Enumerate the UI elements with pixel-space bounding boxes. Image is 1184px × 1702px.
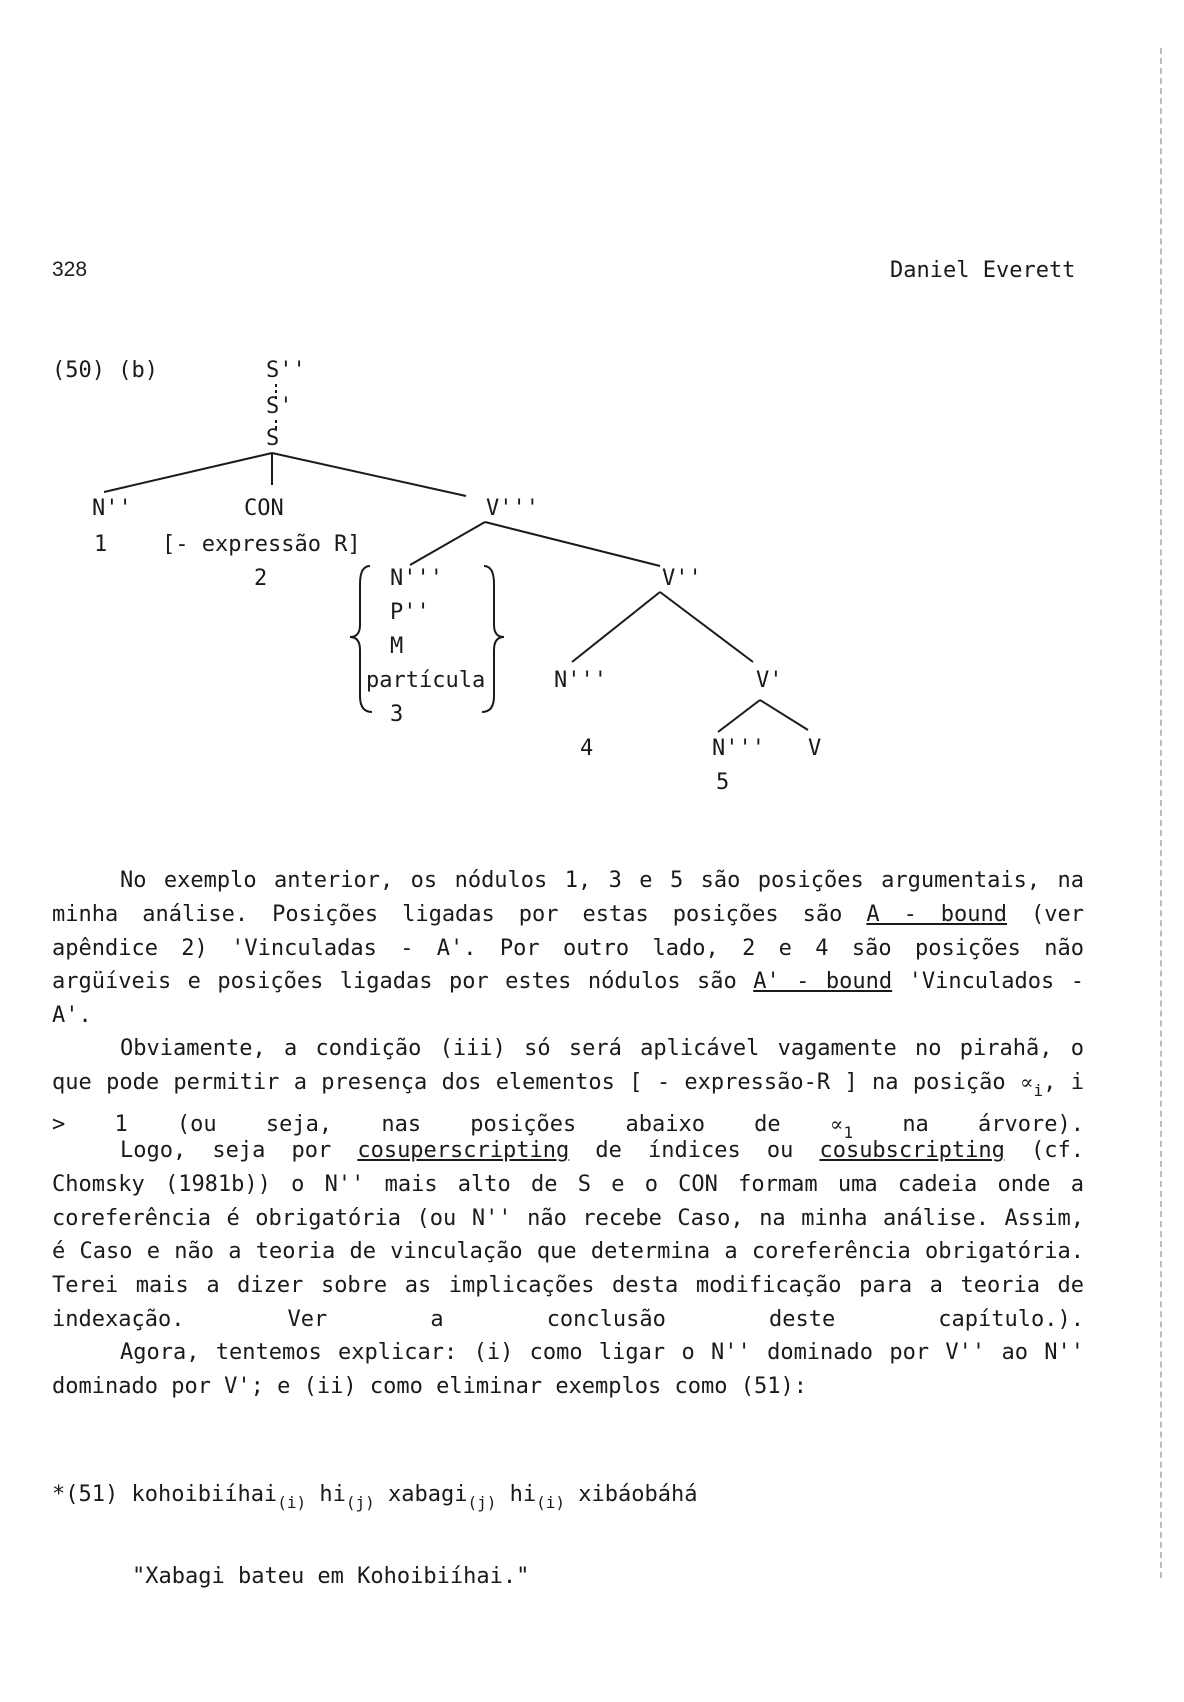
brace-item-n: N''': [390, 566, 443, 591]
example-51: [52, 1482, 698, 1512]
p3-text-a: Logo, seja por: [120, 1138, 358, 1163]
index-j-2: (j): [467, 1493, 497, 1512]
alpha-symbol-1: ∝: [829, 1111, 844, 1136]
alpha-subscript-i: i: [1033, 1080, 1044, 1100]
paragraph-3: [52, 1134, 1084, 1337]
right-curly-brace: [482, 566, 504, 712]
p4-text: Agora, tentemos explicar: (i) como ligar o N'' dominado por V'' ao N'' dominado por V'; e (ii) como eliminar exemplos como (51):: [52, 1340, 1084, 1399]
word-xabagi: xabagi: [388, 1482, 468, 1507]
branch-v1-n3b: [718, 700, 760, 732]
term-a-prime-bound: A' - bound: [753, 969, 893, 995]
brace-item-p: P'': [390, 600, 430, 625]
tree-branches: [0, 0, 1184, 820]
branch-s-v3: [272, 453, 466, 496]
term-cosuperscripting: cosuperscripting: [357, 1138, 570, 1163]
node-index-1: 1: [94, 532, 108, 557]
alpha-subscript-1: 1: [843, 1122, 854, 1142]
p2-text-c: na árvore).: [853, 1111, 1084, 1137]
example-51-prefix: *(51): [52, 1482, 119, 1507]
node-n-double-bar: N'': [92, 496, 132, 521]
branch-v3-v2: [485, 522, 660, 566]
word-hi-2: hi: [509, 1482, 537, 1507]
word-hi-1: hi: [319, 1482, 346, 1507]
branch-s-n: [104, 453, 272, 492]
term-cosubscripting: cosubscripting: [819, 1138, 1005, 1163]
p3-text-c: (cf. Chomsky (1981b)) o N'' mais alto de S e o CON formam uma cadeia onde a coreferência é obrigatória (ou N'' não recebe Caso, na minha análise. Assim, é Caso e não a teoria de vinculação que determina a coreferência obrigatória. Terei mais a dizer sobre as implicações desta modificação para a teoria de indexação. Ver a conclusão deste capítulo.).: [52, 1138, 1084, 1332]
alpha-symbol-i: ∝: [1019, 1069, 1034, 1094]
word-kohoibiihai: kohoibiíhai: [131, 1482, 278, 1507]
brace-item-particula: partícula: [366, 668, 486, 693]
paragraph-4: [52, 1336, 1084, 1404]
paragraph-1: [52, 864, 1084, 1033]
running-author: Daniel Everett: [890, 258, 1076, 283]
node-con: CON: [244, 496, 284, 521]
index-j-1: (j): [345, 1493, 375, 1512]
branch-v1-v: [760, 700, 808, 730]
word-xibaobaha: xibáobáhá: [578, 1482, 698, 1507]
branch-v2-v1: [660, 592, 753, 662]
node-v-double-bar: V'': [662, 566, 702, 591]
node-index-3: 3: [390, 702, 404, 727]
brace-item-m: M: [390, 634, 404, 659]
node-s-double-bar: S'': [266, 358, 306, 383]
page-number: 328: [52, 258, 88, 281]
node-index-5: 5: [716, 770, 730, 795]
node-s: S: [266, 426, 280, 451]
branch-v2-n3: [572, 592, 660, 662]
node-index-4: 4: [580, 736, 594, 761]
p2-text-a: Obviamente, a condição (iii) só será aplicável vagamente no pirahã, o que pode permitir a presença dos elementos [ - expressão-R ] na posição: [52, 1036, 1084, 1095]
node-v: V: [808, 736, 822, 761]
p3-text-b: de índices ou: [569, 1138, 820, 1163]
paragraph-2: [52, 1032, 1084, 1149]
p1-text-a: No exemplo anterior, os nódulos 1, 3 e 5 são posições argumentais, na minha análise. Posições ligadas por estas posições são: [52, 868, 1084, 927]
node-index-2: 2: [254, 566, 268, 591]
p1-text-c: 'Vinculados - A'.: [52, 969, 1084, 1029]
branch-v3-brace: [410, 522, 485, 565]
node-s-bar: S': [266, 394, 293, 419]
p1-text-b: (ver apêndice 2) 'Vinculadas - A'. Por outro lado, 2 e 4 são posições não argüíveis e posições ligadas por estes nódulos são: [52, 901, 1085, 995]
term-a-bound: A - bound: [866, 901, 1008, 927]
node-n-triple-bar-b: N''': [712, 736, 765, 761]
example-51-gloss: "Xabagi bateu em Kohoibiíhai.": [132, 1564, 530, 1589]
example-50-label: (50) (b): [52, 358, 158, 383]
index-i-2: (i): [536, 1493, 566, 1512]
node-v-triple-bar: V''': [486, 496, 539, 521]
node-n-triple-bar-a: N''': [554, 668, 607, 693]
node-v-bar: V': [756, 668, 783, 693]
p2-text-b: , i > 1 (ou seja, nas posições abaixo de: [52, 1069, 1084, 1137]
index-i-1: (i): [277, 1493, 307, 1512]
con-feature: [- expressão R]: [162, 532, 361, 557]
